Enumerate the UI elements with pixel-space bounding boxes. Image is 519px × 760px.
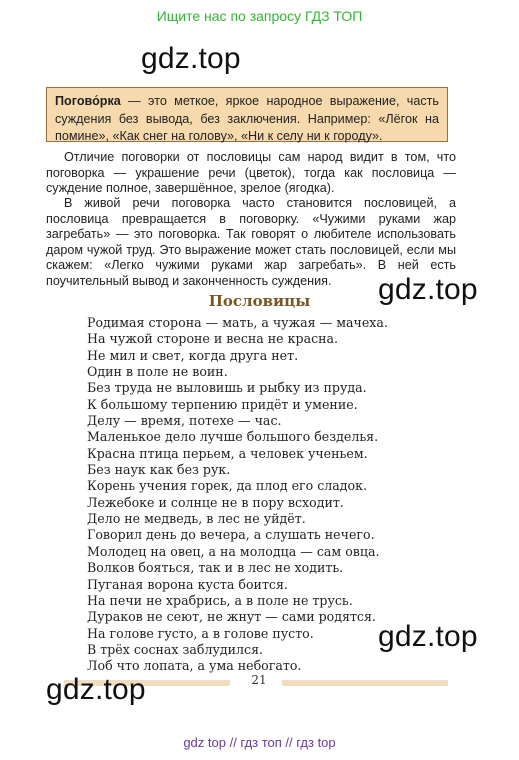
paragraph-2: В живой речи поговорка часто становится пословицей, а пословица превращается в поговорку. «Чужими руками жар загребать» — это поговорка. Так говорят о любителе использовать даром чужой труд. Это выражение может стать пословицей, если мы скажем: «Легко чужими руками жар загребать». В ней есть поучительный вывод и законченность суждения. — [46, 196, 456, 288]
proverb-item: К большому терпению придёт и умение. — [87, 396, 358, 412]
proverb-item: Волков бояться, так и в лес не ходить. — [87, 560, 344, 576]
proverb-item: Без наук как без рук. — [87, 462, 231, 478]
definition-text: — это меткое, яркое народное выражение, часть суждения без вывода, без заключения. Например: «Лёгок на помине», «Как снег на голову», «Ни к селу ни к городу». — [55, 94, 439, 143]
watermark: gdz.top — [378, 620, 478, 653]
proverb-item: Маленькое дело лучше большого безделья. — [87, 429, 379, 445]
proverb-item: Красна птица перьем, а человек ученьем. — [87, 445, 368, 461]
proverb-item: Дураков не сеют, не жнут — сами родятся. — [87, 609, 376, 625]
paragraph-1: Отличие поговорки от пословицы сам народ видит в том, что поговорка — украшение речи (цветок), тогда как пословица — суждение полное, завершённое, зрелое (ягодка). — [46, 150, 456, 196]
definition-box — [46, 87, 448, 142]
proverb-item: Лоб что лопата, а ума небогато. — [87, 658, 302, 674]
definition-term: Погово́рка — [55, 94, 121, 108]
watermark: gdz.top — [46, 673, 146, 706]
watermark: gdz.top — [378, 273, 478, 306]
proverb-item: На чужой стороне и весна не красна. — [87, 331, 339, 347]
footer-links[interactable]: gdz top // гдз топ // гдз top — [183, 735, 336, 750]
proverb-item: Родимая сторона — мать, а чужая — мачеха. — [87, 315, 388, 330]
proverb-item: На печи не храбрись, а в поле не трусь. — [87, 592, 353, 608]
section-title: Пословицы — [208, 292, 311, 310]
proverb-item: Делу — время, потехе — час. — [87, 413, 282, 429]
proverb-item: Лежебоке и солнце не в пору всходит. — [87, 494, 344, 510]
watermark: gdz.top — [141, 42, 241, 75]
proverb-item: В трёх соснах заблудился. — [87, 641, 264, 657]
proverb-item: Не мил и свет, когда друга нет. — [87, 347, 299, 363]
proverb-item: Один в поле не воин. — [87, 364, 228, 380]
proverb-item: На голове густо, а в голове пусто. — [87, 625, 314, 641]
proverb-list — [87, 315, 388, 675]
proverb-item: Без труда не выловишь и рыбку из пруда. — [87, 380, 367, 396]
proverb-item: Говорил день до вечера, а слушать нечего. — [87, 527, 375, 543]
top-banner[interactable]: Ищите нас по запросу ГДЗ ТОП — [156, 8, 363, 24]
proverb-item: Корень учения горек, да плод его сладок. — [87, 478, 368, 494]
proverb-item: Дело не медведь, в лес не уйдёт. — [87, 511, 306, 527]
page-number: 21 — [251, 673, 267, 687]
page-number-bar-right — [282, 680, 448, 686]
proverb-item: Пуганая ворона куста боится. — [87, 576, 288, 592]
proverb-item: Молодец на овец, а на молодца — сам овца. — [87, 543, 380, 559]
